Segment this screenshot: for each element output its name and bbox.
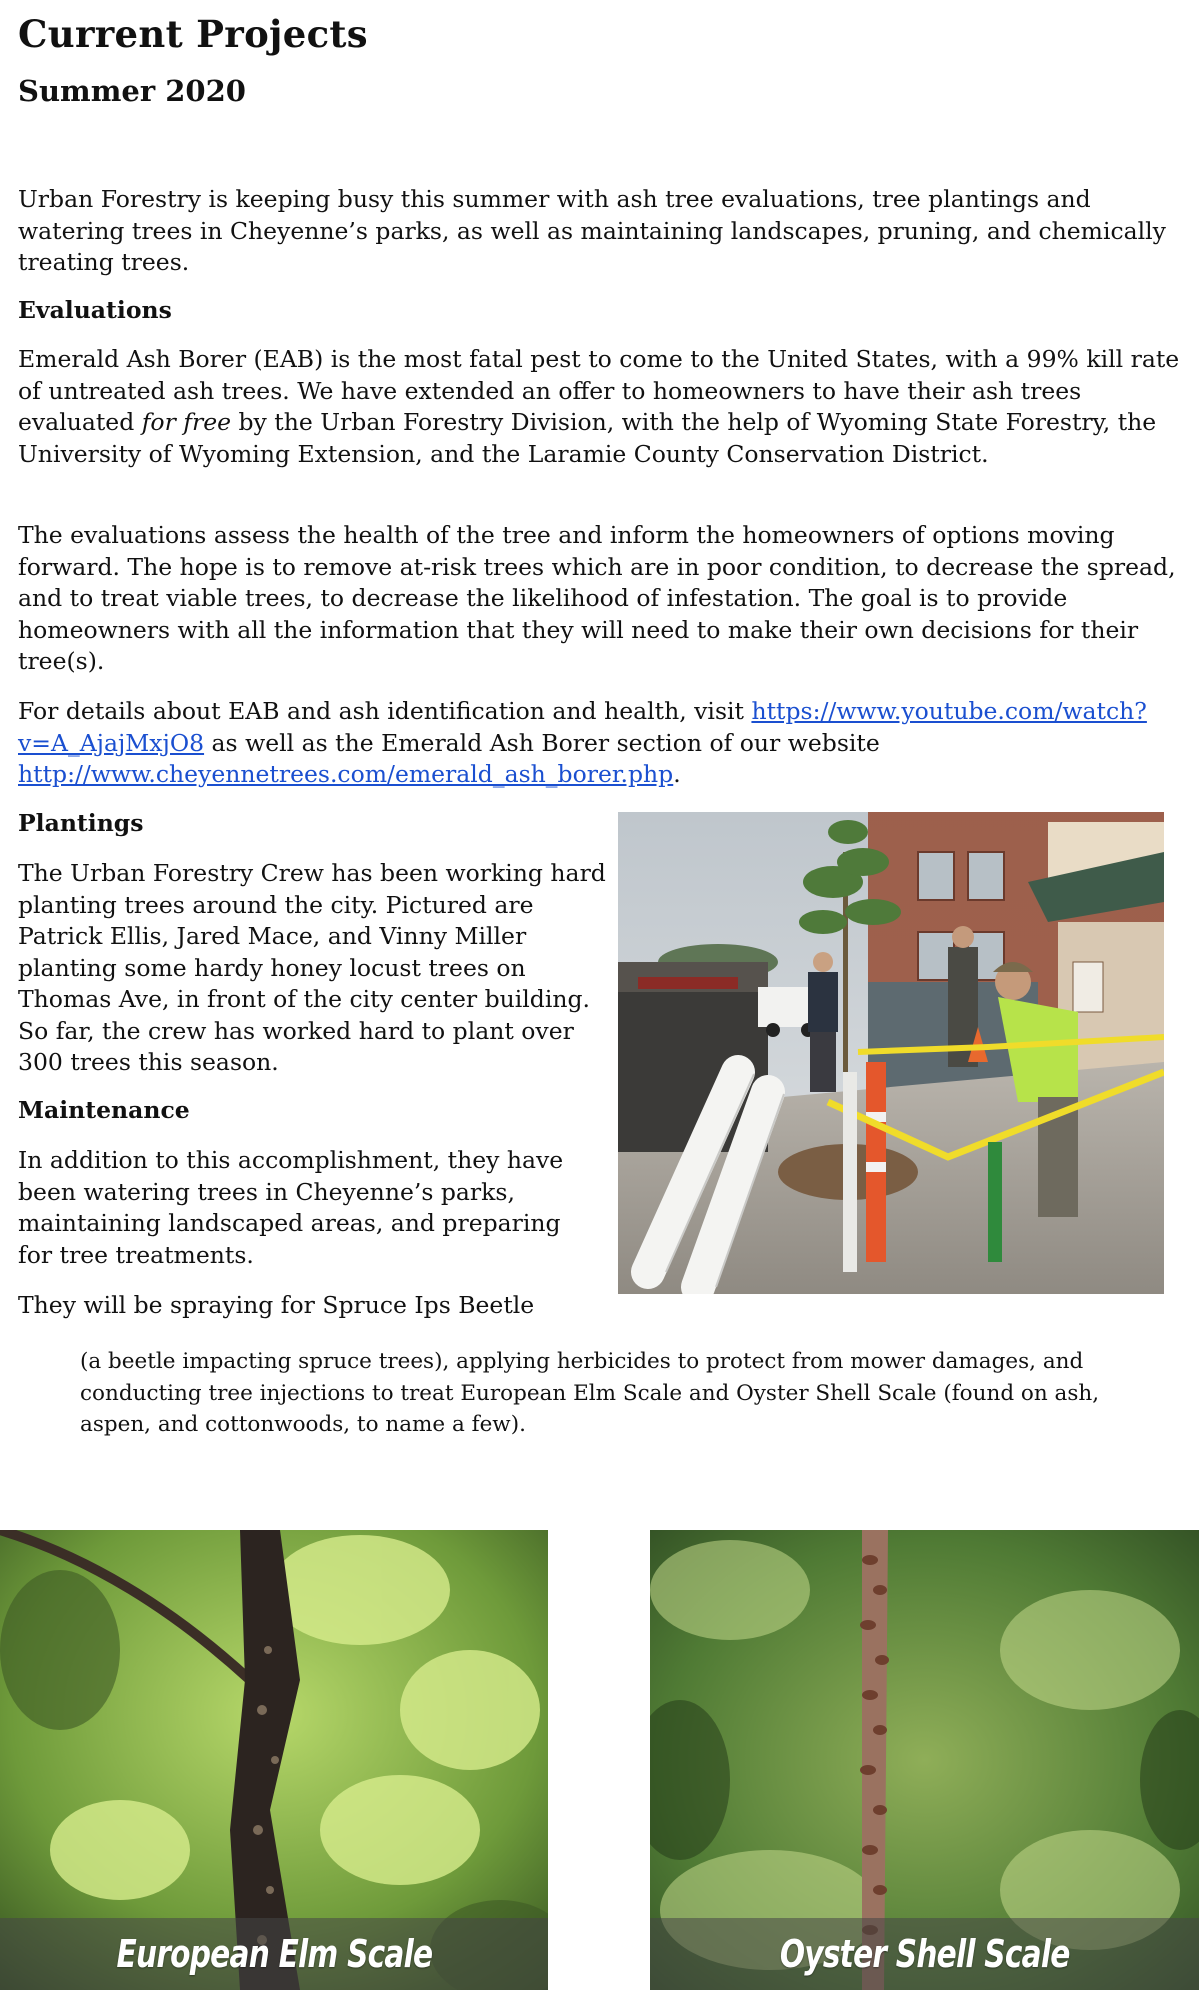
evaluations-p3-text-a: For details about EAB and ash identification and health, visit	[18, 697, 752, 725]
european-elm-scale-caption-bar	[0, 1918, 548, 1990]
oyster-shell-scale-caption-bar	[650, 1918, 1199, 1990]
website-eab-link[interactable]: http://www.cheyennetrees.com/emerald_ash_borer.php	[18, 760, 674, 788]
european-elm-scale-photo	[0, 1530, 548, 1990]
evaluations-heading: Evaluations	[18, 296, 172, 324]
maintenance-paragraph-1: In addition to this accomplishment, they have been watering trees in Cheyenne’s parks, maintaining landscaped areas, and preparing for tree treatments.	[18, 1146, 564, 1269]
planting-crew-photo	[618, 812, 1164, 1294]
oyster-shell-scale-caption: Oyster Shell Scale	[779, 1932, 1070, 1976]
page-title: Current Projects	[18, 12, 368, 56]
european-elm-scale-caption: European Elm Scale	[116, 1932, 432, 1976]
oyster-shell-scale-photo	[650, 1530, 1199, 1990]
maintenance-paragraph-3: (a beetle impacting spruce trees), applying herbicides to protect from mower damages, and conducting tree injections to treat European Elm Scale and Oyster Shell Scale (found on ash, aspen, and cottonwoods, to name a few).	[80, 1349, 1100, 1437]
evaluations-p1-emphasis: for free	[141, 408, 232, 436]
youtube-link[interactable]: https://www.youtube.com/watch?v=A_AjajMxjO8	[18, 697, 1147, 757]
evaluations-paragraph-1	[18, 344, 1188, 470]
evaluations-p1-text-a: Emerald Ash Borer (EAB) is the most fatal pest to come to the United States, with a 99% kill rate of untreated ash trees. We have extended an offer to homeowners to have their ash trees evaluated	[18, 345, 1180, 436]
evaluations-paragraph-2: The evaluations assess the health of the tree and inform the homeowners of options moving forward. The hope is to remove at-risk trees which are in poor condition, to decrease the spread, and to treat viable trees, to decrease the likelihood of infestation. The goal is to provide homeowners with all the information that they will need to make their own decisions for their tree(s).	[18, 521, 1176, 675]
maintenance-heading: Maintenance	[18, 1096, 190, 1124]
plantings-heading: Plantings	[18, 809, 144, 837]
plantings-paragraph: The Urban Forestry Crew has been working hard planting trees around the city. Pictured are Patrick Ellis, Jared Mace, and Vinny Miller planting some hardy honey locust trees on Thomas Ave, in front of the city center building. So far, the crew has worked hard to plant over 300 trees this season.	[18, 859, 606, 1076]
evaluations-p3-text-b: as well as the Emerald Ash Borer section of our website	[204, 728, 880, 757]
intro-paragraph: Urban Forestry is keeping busy this summer with ash tree evaluations, tree plantings and watering trees in Cheyenne’s parks, as well as maintaining landscapes, pruning, and chemically treating trees.	[18, 185, 1166, 276]
evaluations-p1-text-b: by the Urban Forestry Division, with the help of Wyoming State Forestry, the University of Wyoming Extension, and the Laramie County Conservation District.	[18, 408, 1157, 468]
maintenance-paragraph-2: They will be spraying for Spruce Ips Beetle	[18, 1291, 535, 1319]
evaluations-p3-text-c: .	[673, 760, 681, 788]
evaluations-paragraph-3	[18, 696, 1188, 791]
page-subtitle: Summer 2020	[18, 74, 246, 108]
